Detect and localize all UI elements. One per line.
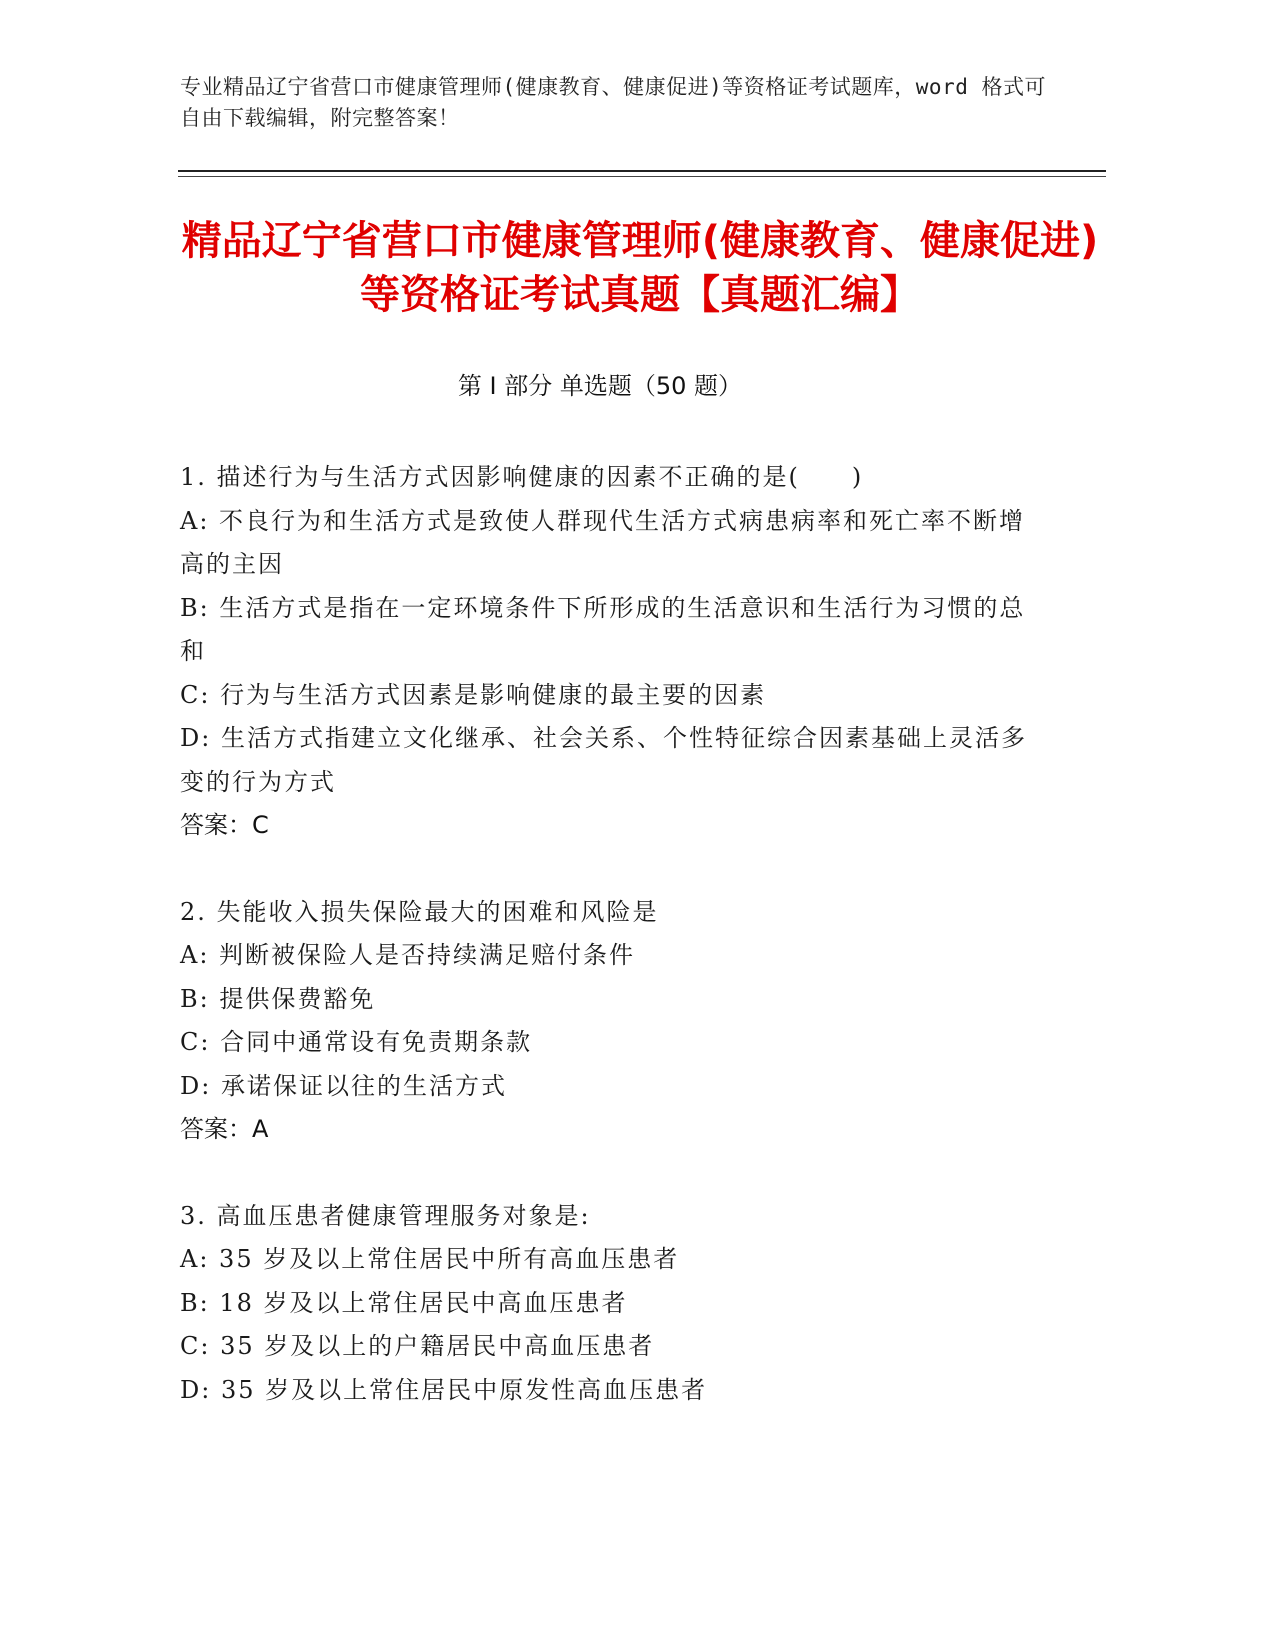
document-title: 精品辽宁省营口市健康管理师(健康教育、健康促进)等资格证考试真题【真题汇编】 <box>181 218 1099 318</box>
answer: 答案：A <box>180 1115 269 1143</box>
question-list <box>180 456 1040 1455</box>
question-1 <box>180 456 1040 848</box>
option-c: C: 行为与生活方式因素是影响健康的最主要的因素 <box>180 680 767 709</box>
option-d: D: 35 岁及以上常住居民中原发性高血压患者 <box>180 1375 708 1404</box>
option-d: D: 承诺保证以往的生活方式 <box>180 1071 507 1100</box>
question-stem: 2. 失能收入损失保险最大的困难和风险是 <box>180 897 659 926</box>
question-stem: 3. 高血压患者健康管理服务对象是: <box>180 1201 591 1230</box>
header-divider-thin <box>178 176 1106 177</box>
question-2 <box>180 891 1040 1152</box>
option-b: B: 生活方式是指在一定环境条件下所形成的生活意识和生活行为习惯的总和 <box>180 593 1026 665</box>
option-d: D: 生活方式指建立文化继承、社会关系、个性特征综合因素基础上灵活多变的行为方式 <box>180 724 1027 796</box>
option-c: C: 35 岁及以上的户籍居民中高血压患者 <box>180 1332 655 1360</box>
option-a: A: 判断被保险人是否持续满足赔付条件 <box>180 941 636 969</box>
question-stem: 1. 描述行为与生活方式因影响健康的因素不正确的是( ) <box>180 463 864 491</box>
question-3 <box>180 1195 1040 1413</box>
header-text: 专业精品辽宁省营口市健康管理师(健康教育、健康促进)等资格证考试题库，word 格式可自由下载编辑，附完整答案！ <box>180 75 1046 130</box>
option-a: A: 不良行为和生活方式是致使人群现代生活方式病患病率和死亡率不断增高的主因 <box>180 506 1026 578</box>
option-b: B: 提供保费豁免 <box>180 984 376 1013</box>
option-a: A: 35 岁及以上常住居民中所有高血压患者 <box>180 1245 680 1273</box>
header-divider-thick <box>178 170 1106 172</box>
option-b: B: 18 岁及以上常住居民中高血压患者 <box>180 1288 628 1317</box>
section-heading: 第 I 部分 单选题（50 题） <box>457 372 743 400</box>
option-c: C: 合同中通常设有免责期条款 <box>180 1028 533 1056</box>
answer: 答案：C <box>180 811 269 839</box>
